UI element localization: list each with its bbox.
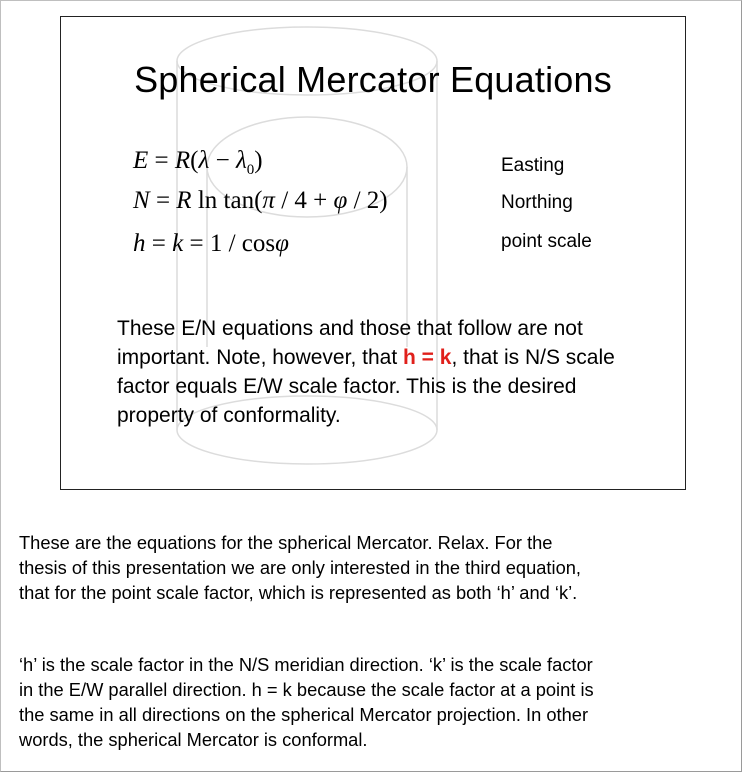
notes-line: words, the spherical Mercator is conformal. xyxy=(19,729,368,750)
equation-label-northing: Northing xyxy=(501,192,573,213)
slide-note-text: These E/N equations and those that follow are not important. Note, however, that xyxy=(117,317,583,369)
equation-northing: N = R ln tan(π / 4 + φ / 2) xyxy=(133,187,388,214)
notes-paragraph-1 xyxy=(19,530,723,605)
equation-label-point-scale: point scale xyxy=(501,231,592,252)
highlight-h-equals-k: h = k xyxy=(402,346,452,369)
notes-line: the same in all directions on the spherical Mercator projection. In other xyxy=(19,704,589,725)
equation-label-easting: Easting xyxy=(501,155,565,176)
notes-line: ‘h’ is the scale factor in the N/S meridian direction. ‘k’ is the scale factor xyxy=(19,654,593,675)
slide xyxy=(60,16,686,490)
equation-point-scale: h = k = 1 / cosφ xyxy=(133,230,289,257)
equation-easting: $E = R(\lambda - \lambda_0)$ xyxy=(133,147,263,178)
notes-paragraph-2 xyxy=(19,652,723,752)
notes-line: These are the equations for the spherical Mercator. Relax. For the xyxy=(19,532,553,553)
notes-line: in the E/W parallel direction. h = k because the scale factor at a point is xyxy=(19,679,594,700)
slide-note-text-continued: , that is N/S scale factor equals E/W scale factor. This is the desired property of conformality. xyxy=(117,346,615,427)
slide-note xyxy=(117,314,657,430)
notes-line: thesis of this presentation we are only interested in the third equation, xyxy=(19,557,581,578)
slide-title: Spherical Mercator Equations xyxy=(134,59,612,100)
notes-line: that for the point scale factor, which is represented as both ‘h’ and ‘k’. xyxy=(19,582,578,603)
